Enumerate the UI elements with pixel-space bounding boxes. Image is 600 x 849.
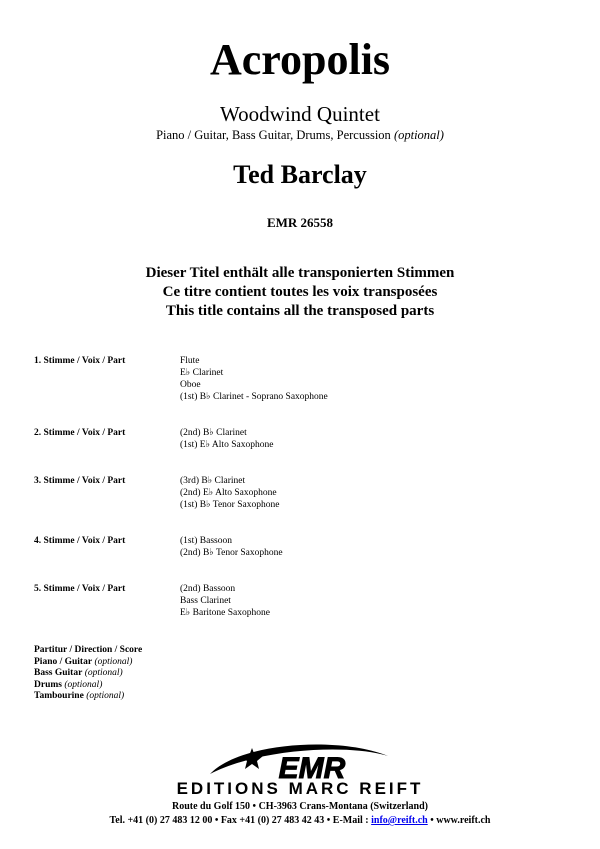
publisher-contact [0, 814, 600, 827]
note-german: Dieser Titel enthält alle transponierten Stimmen [145, 265, 455, 281]
instrument-item: (2nd) E♭ Alto Saxophone [180, 488, 277, 498]
publisher-address: Route du Golf 150 • CH-3963 Crans-Montana (Switzerland) [172, 801, 428, 812]
part-2-label: 2. Stimme / Voix / Part [34, 428, 126, 438]
extra-part-drums [34, 680, 142, 692]
publisher-name: EDITIONS MARC REIFT [176, 779, 424, 798]
subtitle: Woodwind Quintet [220, 102, 380, 126]
instrumentation [0, 127, 600, 143]
instrument-item: (3rd) B♭ Clarinet [180, 476, 246, 486]
extra-part-name: Tambourine [34, 691, 84, 701]
instrumentation-note: (optional) [393, 128, 444, 142]
instrument-item: E♭ Baritone Saxophone [180, 608, 270, 618]
extra-part-piano-guitar [34, 657, 142, 669]
extra-part-note: (optional) [94, 656, 133, 667]
instrument-item: (2nd) B♭ Clarinet [180, 428, 247, 438]
email-link[interactable]: info@reift.ch [371, 815, 428, 826]
instrument-item: (2nd) B♭ Tenor Saxophone [180, 548, 283, 558]
part-5-instruments [180, 583, 270, 619]
instrument-item: Flute [180, 356, 200, 366]
extra-part-name: Bass Guitar [34, 668, 83, 678]
extra-part-bass-guitar [34, 668, 142, 680]
instrumentation-text: Piano / Guitar, Bass Guitar, Drums, Percussion [156, 128, 391, 142]
contact-prefix: Tel. +41 (0) 27 483 12 00 • Fax +41 (0) 27 483 42 43 • E-Mail : [109, 815, 372, 826]
extra-part-score [34, 645, 142, 657]
part-4-instruments [180, 535, 283, 559]
catalog-number: EMR 26558 [266, 215, 334, 230]
instrument-item: (1st) B♭ Tenor Saxophone [180, 500, 280, 510]
part-3-label: 3. Stimme / Voix / Part [34, 476, 126, 486]
part-2-instruments [180, 427, 273, 451]
transposition-notes [0, 264, 600, 321]
instrument-item: (1st) Bassoon [180, 536, 232, 546]
extra-part-tambourine [34, 691, 142, 703]
extra-part-note: (optional) [84, 668, 123, 678]
instrument-item: (1st) B♭ Clarinet - Soprano Saxophone [180, 392, 328, 402]
part-1-label: 1. Stimme / Voix / Part [34, 356, 126, 366]
composer: Ted Barclay [233, 160, 367, 189]
extra-part-name: Partitur / Direction / Score [34, 645, 143, 655]
instrument-item: (2nd) Bassoon [180, 584, 236, 594]
extra-part-note: (optional) [86, 691, 125, 701]
extra-part-note: (optional) [64, 679, 103, 690]
extra-part-name: Piano / Guitar [34, 656, 93, 667]
title: Acropolis [209, 35, 391, 84]
contact-suffix: • www.reift.ch [427, 815, 491, 826]
extra-parts-list [34, 645, 142, 703]
part-1-instruments [180, 355, 328, 403]
part-5-label: 5. Stimme / Voix / Part [34, 584, 126, 594]
note-french: Ce titre contient toutes les voix transposées [162, 284, 438, 300]
part-4-label: 4. Stimme / Voix / Part [34, 536, 126, 546]
instrument-item: E♭ Clarinet [180, 368, 224, 378]
part-3-instruments [180, 475, 279, 511]
instrument-item: Bass Clarinet [180, 596, 231, 606]
instrument-item: (1st) E♭ Alto Saxophone [180, 440, 274, 450]
instrument-item: Oboe [180, 380, 201, 390]
note-english: This title contains all the transposed parts [165, 303, 435, 319]
extra-part-name: Drums [34, 679, 62, 690]
logo-text: EMR [278, 752, 346, 785]
